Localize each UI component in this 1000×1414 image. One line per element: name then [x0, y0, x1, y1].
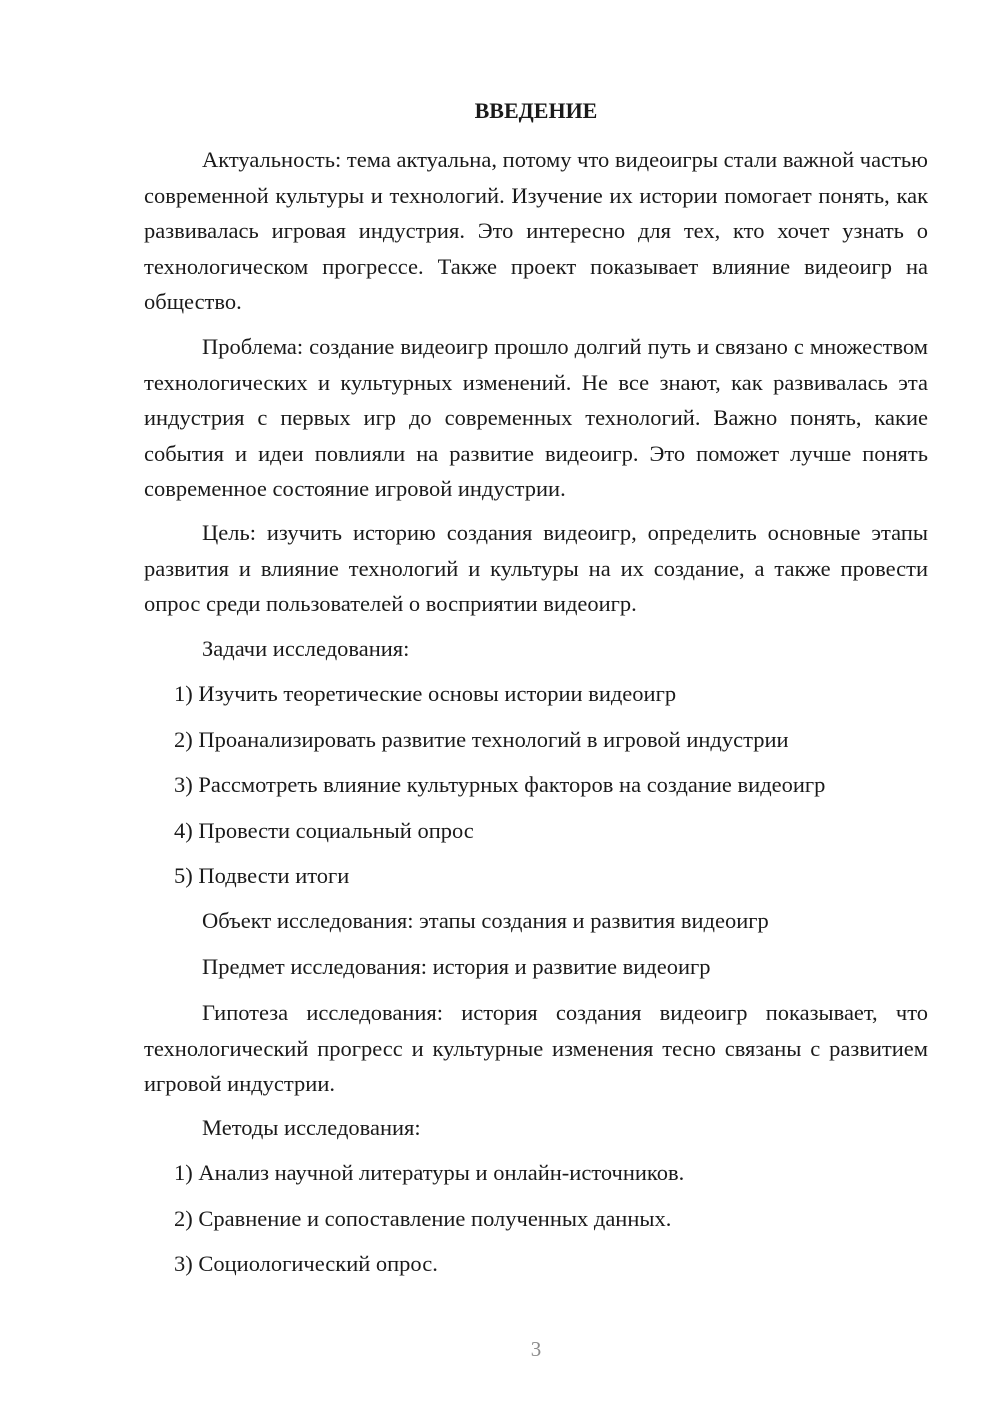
research-subject: Предмет исследования: история и развитие видеоигр	[202, 954, 711, 979]
relevance-paragraph: Актуальность: тема актуальна, потому что видеоигры стали важной частью современной культуры и технологий. Изучение их истории помогает понять, как развивалась игровая индустрия. Это интересно для тех, кто хочет узнать о технологическом прогрессе. Также проект показывает влияние видеоигр на общество.	[144, 147, 928, 314]
page-title: ВВЕДЕНИЕ	[474, 98, 598, 123]
problem-paragraph: Проблема: создание видеоигр прошло долгий путь и связано с множеством технологических и культурных изменений. Не все знают, как развивалась эта индустрия с первых игр до современных технологий. Важно понять, какие события и идеи повлияли на развитие видеоигр. Это поможет лучше понять современное состояние игровой индустрии.	[144, 334, 928, 501]
research-object: Объект исследования: этапы создания и развития видеоигр	[202, 908, 769, 933]
method-item-1: 1) Анализ научной литературы и онлайн-источников.	[174, 1160, 685, 1185]
goal-paragraph: Цель: изучить историю создания видеоигр, определить основные этапы развития и влияние технологий и культуры на их создание, а также провести опрос среди пользователей о восприятии видеоигр.	[144, 520, 928, 616]
hypothesis-paragraph: Гипотеза исследования: история создания видеоигр показывает, что технологический прогресс и культурные изменения тесно связаны с развитием игровой индустрии.	[144, 1000, 928, 1096]
task-item-1: 1) Изучить теоретические основы истории видеоигр	[174, 681, 677, 706]
task-item-3: 3) Рассмотреть влияние культурных факторов на создание видеоигр	[174, 772, 826, 797]
page-number: 3	[530, 1337, 542, 1361]
document-page	[144, 0, 928, 1414]
tasks-heading: Задачи исследования:	[202, 636, 410, 661]
methods-heading: Методы исследования:	[202, 1115, 421, 1140]
method-item-2: 2) Сравнение и сопоставление полученных данных.	[174, 1206, 672, 1231]
task-item-4: 4) Провести социальный опрос	[174, 818, 474, 843]
task-item-2: 2) Проанализировать развитие технологий в игровой индустрии	[174, 727, 789, 752]
task-item-5: 5) Подвести итоги	[174, 863, 350, 888]
method-item-3: 3) Социологический опрос.	[174, 1251, 438, 1276]
